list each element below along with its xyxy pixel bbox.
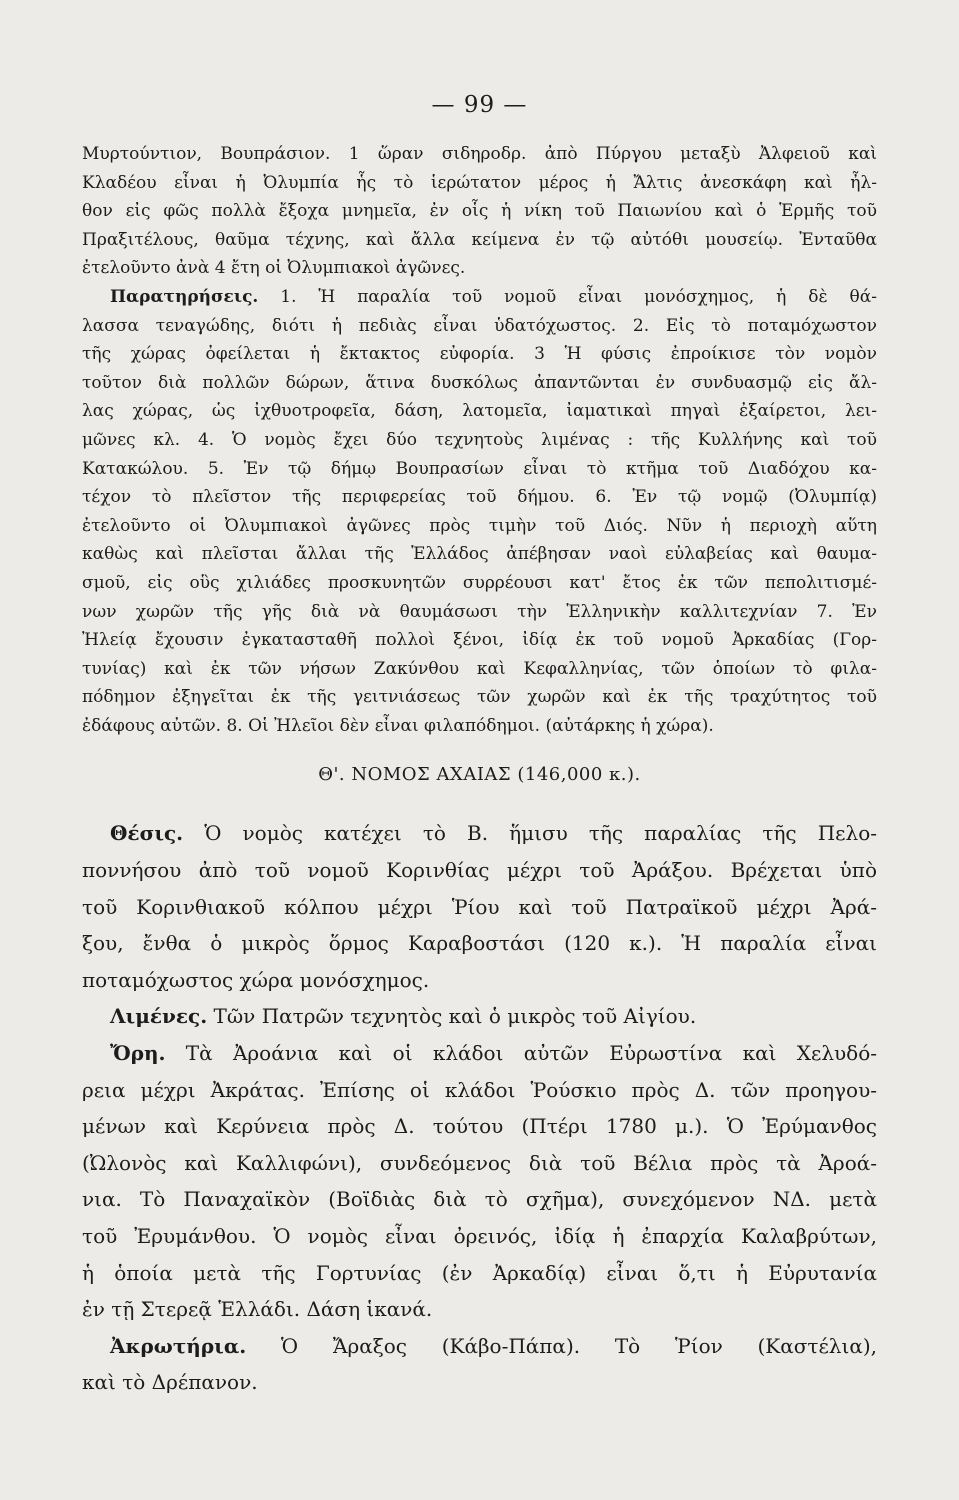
text-line: ἐδάφους αὐτῶν. 8. Οἱ Ἠλεῖοι δὲν εἶναι φιλαπόδημοι. (αὐτάρκης ἡ χώρα). — [82, 715, 714, 736]
remarks-label: Παρατηρήσεις. — [110, 286, 259, 307]
text-line — [82, 1328, 877, 1365]
achaia-paragraph-mountains — [82, 1035, 877, 1328]
text-line: τέχον τὸ πλεῖστον τῆς περιφερείας τοῦ δήμου. 6. Ἐν τῷ νομῷ (Ὀλυμπίᾳ) — [82, 487, 877, 508]
text-line: ποταμόχωστος χώρα μονόσχημος. — [82, 967, 430, 992]
text-line: σμοῦ, εἰς οὓς χιλιάδες προσκυνητῶν συρρέουσι κατ' ἔτος ἐκ τῶν πεπολιτισμέ- — [82, 572, 877, 593]
achaia-paragraph-capes — [82, 1328, 877, 1401]
mountains-label: Ὄρη. — [110, 1041, 166, 1066]
text-line: ἐτελοῦντο ἀνὰ 4 ἔτη οἱ Ὀλυμπιακοὶ ἀγῶνες. — [82, 258, 466, 279]
text-line: ἐν τῇ Στερεᾷ Ἑλλάδι. Δάση ἱκανά. — [82, 1297, 433, 1322]
text-line: τοῦ Κορινθιακοῦ κόλπου μέχρι Ῥίου καὶ τοῦ Πατραϊκοῦ μέχρι Ἀρά- — [82, 894, 877, 919]
text-run: 1. Ἡ παραλία τοῦ νομοῦ εἶναι μονόσχημος, ἡ δὲ θά- — [258, 286, 877, 307]
section-heading: Θ'. ΝΟΜΟΣ ΑΧΑΙΑΣ (146,000 κ.). — [318, 764, 641, 786]
text-line: καὶ τὸ Δρέπανον. — [82, 1370, 258, 1395]
text-line: Κατακώλου. 5. Ἐν τῷ δήμῳ Βουπρασίων εἶναι τὸ κτῆμα τοῦ Διαδόχου κα- — [82, 458, 877, 479]
text-line: Πραξιτέλους, θαῦμα τέχνης, καὶ ἄλλα κείμενα ἐν τῷ αὐτόθι μουσείῳ. Ἐνταῦθα — [82, 229, 877, 250]
text-line: ξου, ἔνθα ὁ μικρὸς ὅρμος Καραβοστάσι (120 κ.). Ἡ παραλία εἶναι — [82, 931, 877, 956]
text-line: ποννήσου ἀπὸ τοῦ νομοῦ Κορινθίας μέχρι τοῦ Ἀράξου. Βρέχεται ὑπὸ — [82, 858, 877, 883]
text-line: πόδημον ἐξηγεῖται ἐκ τῆς γειτνιάσεως τῶν χωρῶν καὶ ἐκ τῆς τραχύτητος τοῦ — [82, 687, 877, 708]
text-line: ρεια μέχρι Ἀκράτας. Ἐπίσης οἱ κλάδοι Ῥούσκιο πρὸς Δ. τῶν προηγου- — [82, 1077, 877, 1102]
text-line: τυνίας) καὶ ἐκ τῶν νήσων Ζακύνθου καὶ Κεφαλληνίας, τῶν ὁποίων τὸ φιλα- — [82, 658, 877, 679]
elis-paragraph-remarks — [82, 283, 877, 741]
text-line — [82, 815, 877, 852]
harbors-label: Λιμένες. — [110, 1004, 208, 1029]
position-label: Θέσις. — [110, 821, 184, 846]
text-line — [82, 998, 877, 1035]
text-line: (Ὠλονὸς καὶ Καλλιφώνι), συνδεόμενος διὰ τοῦ Βέλια πρὸς τὰ Ἀροά- — [82, 1150, 877, 1175]
text-line — [82, 1035, 877, 1072]
text-run: Τῶν Πατρῶν τεχνητὸς καὶ ὁ μικρὸς τοῦ Αἰγίου. — [207, 1004, 697, 1029]
text-line: λασσα τεναγώδης, διότι ἡ πεδιὰς εἶναι ὑδατόχωστος. 2. Εἰς τὸ ποταμόχωστον — [82, 315, 877, 336]
text-line — [82, 283, 877, 312]
text-line: καθὼς καὶ πλεῖσται ἄλλαι τῆς Ἑλλάδος ἀπέβησαν ναοὶ εὐλαβείας καὶ θαυμα- — [82, 544, 877, 565]
achaia-paragraph-harbors — [82, 998, 877, 1035]
text-run: Τὰ Ἀροάνια καὶ οἱ κλάδοι αὐτῶν Εὐρωστίνα καὶ Χελυδό- — [165, 1041, 877, 1066]
text-line: Κλαδέου εἶναι ἡ Ὀλυμπία ἧς τὸ ἱερώτατον μέρος ἡ Ἄλτις ἀνεσκάφη καὶ ἦλ- — [82, 172, 877, 193]
text-line: τοῦτον διὰ πολλῶν δώρων, ἅτινα δυσκόλως ἀπαντῶνται ἐν συνδυασμῷ εἰς ἄλ- — [82, 372, 877, 393]
text-line: νια. Τὸ Παναχαϊκὸν (Βοϊδιὰς διὰ τὸ σχῆμα), συνεχόμενον ΝΔ. μετὰ — [82, 1187, 877, 1212]
text-line: θον εἰς φῶς πολλὰ ἔξοχα μνημεῖα, ἐν οἷς ἡ νίκη τοῦ Παιωνίου καὶ ὁ Ἑρμῆς τοῦ — [82, 201, 877, 222]
text-line: μένων καὶ Κερύνεια πρὸς Δ. τούτου (Πτέρι 1780 μ.). Ὁ Ἐρύμανθος — [82, 1114, 877, 1139]
text-line: Μυρτούντιον, Βουπράσιον. 1 ὥραν σιδηροδρ. ἀπὸ Πύργου μεταξὺ Ἀλφειοῦ καὶ — [82, 144, 877, 164]
text-line: λας χώρας, ὡς ἰχθυοτροφεῖα, δάση, λατομεῖα, ἰαματικαὶ πηγαὶ ἐξαίρετοι, λει- — [82, 401, 877, 422]
text-run: Ὁ Ἄραξος (Κάβο-Πάπα). Τὸ Ῥίον (Καστέλια), — [246, 1333, 877, 1358]
text-line: Ἠλείᾳ ἔχουσιν ἐγκατασταθῆ πολλοὶ ξένοι, ἰδίᾳ ἐκ τοῦ νομοῦ Ἀρκαδίας (Γορ- — [82, 630, 877, 651]
text-run: Ὁ νομὸς κατέχει τὸ Β. ἥμισυ τῆς παραλίας τῆς Πελο- — [183, 821, 877, 846]
text-line: ἡ ὁποία μετὰ τῆς Γορτυνίας (ἐν Ἀρκαδίᾳ) εἶναι ὅ,τι ἡ Εὐρυτανία — [82, 1260, 877, 1285]
page-number: — 99 — — [431, 92, 528, 118]
elis-paragraph-olympia — [82, 140, 877, 283]
capes-label: Ἀκρωτήρια. — [110, 1333, 247, 1358]
text-line: τῆς χώρας ὀφείλεται ἡ ἔκτακτος εὐφορία. 3 Ἡ φύσις ἐπροίκισε τὸν νομὸν — [82, 344, 877, 365]
text-line: ἐτελοῦντο οἱ Ὀλυμπιακοὶ ἀγῶνες πρὸς τιμὴν τοῦ Διός. Νῦν ἡ περιοχὴ αὕτη — [82, 515, 877, 536]
text-line: μῶνες κλ. 4. Ὁ νομὸς ἔχει δύο τεχνητοὺς λιμένας : τῆς Κυλλήνης καὶ τοῦ — [82, 429, 877, 450]
text-line: τοῦ Ἐρυμάνθου. Ὁ νομὸς εἶναι ὀρεινός, ἰδίᾳ ἡ ἐπαρχία Καλαβρύτων, — [82, 1224, 877, 1248]
text-line: νων χωρῶν τῆς γῆς διὰ νὰ θαυμάσωσι τὴν Ἑλληνικὴν καλλιτεχνίαν 7. Ἐν — [82, 601, 877, 622]
achaia-paragraph-position — [82, 815, 877, 998]
